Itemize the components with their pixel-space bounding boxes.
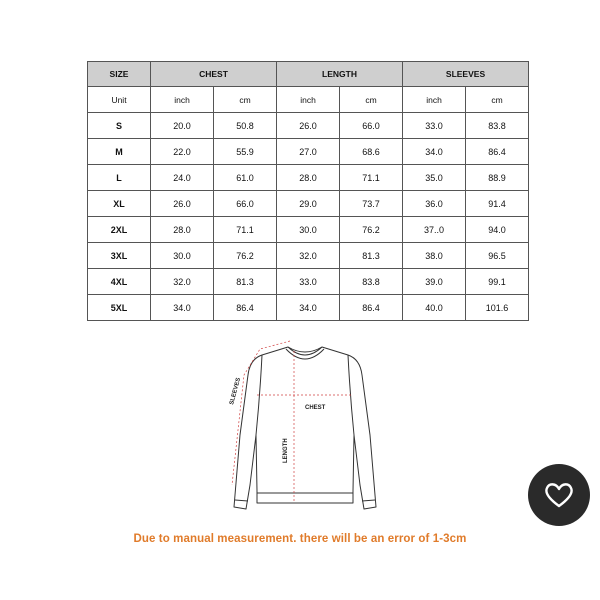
table-cell: 38.0 — [403, 243, 466, 269]
unit-cell: Unit — [88, 87, 151, 113]
table-cell: 86.4 — [340, 295, 403, 321]
measurement-note: Due to manual measurement. there will be an error of 1-3cm — [133, 533, 467, 545]
table-cell: 28.0 — [151, 217, 214, 243]
table-cell: 73.7 — [340, 191, 403, 217]
header-sleeves: SLEEVES — [403, 62, 529, 87]
table-cell: 39.0 — [403, 269, 466, 295]
table-cell: 83.8 — [466, 113, 529, 139]
table-row — [88, 191, 529, 217]
table-cell: 37..0 — [403, 217, 466, 243]
table-cell: 26.0 — [277, 113, 340, 139]
table-cell: 30.0 — [277, 217, 340, 243]
size-cell: XL — [88, 191, 151, 217]
table-cell: 96.5 — [466, 243, 529, 269]
table-cell: 33.0 — [403, 113, 466, 139]
table-cell: 94.0 — [466, 217, 529, 243]
header-length: LENGTH — [277, 62, 403, 87]
favorite-button[interactable] — [528, 464, 590, 526]
table-cell: 88.9 — [466, 165, 529, 191]
size-cell: M — [88, 139, 151, 165]
table-row — [88, 217, 529, 243]
header-size: SIZE — [88, 62, 151, 87]
size-cell: L — [88, 165, 151, 191]
unit-cell: inch — [151, 87, 214, 113]
table-cell: 26.0 — [151, 191, 214, 217]
size-chart-table — [87, 61, 529, 321]
unit-cell: cm — [466, 87, 529, 113]
length-label: LENGTH — [283, 438, 289, 463]
table-header-row — [88, 62, 529, 87]
table-cell: 83.8 — [340, 269, 403, 295]
table-cell: 34.0 — [277, 295, 340, 321]
table-cell: 30.0 — [151, 243, 214, 269]
table-cell: 20.0 — [151, 113, 214, 139]
table-cell: 66.0 — [340, 113, 403, 139]
sweatshirt-diagram — [220, 335, 390, 525]
table-cell: 50.8 — [214, 113, 277, 139]
table-cell: 71.1 — [340, 165, 403, 191]
table-row — [88, 295, 529, 321]
chest-label: CHEST — [305, 405, 326, 411]
table-cell: 34.0 — [151, 295, 214, 321]
table-row — [88, 165, 529, 191]
table-cell: 61.0 — [214, 165, 277, 191]
table-cell: 81.3 — [340, 243, 403, 269]
unit-cell: inch — [403, 87, 466, 113]
table-cell: 32.0 — [151, 269, 214, 295]
unit-cell: cm — [214, 87, 277, 113]
unit-cell: inch — [277, 87, 340, 113]
table-cell: 29.0 — [277, 191, 340, 217]
table-cell: 86.4 — [214, 295, 277, 321]
table-cell: 22.0 — [151, 139, 214, 165]
table-cell: 24.0 — [151, 165, 214, 191]
table-cell: 34.0 — [403, 139, 466, 165]
sleeves-label: SLEEVES — [229, 377, 243, 406]
table-cell: 76.2 — [340, 217, 403, 243]
size-cell: 5XL — [88, 295, 151, 321]
size-cell: S — [88, 113, 151, 139]
table-cell: 76.2 — [214, 243, 277, 269]
table-cell: 71.1 — [214, 217, 277, 243]
table-cell: 32.0 — [277, 243, 340, 269]
table-cell: 68.6 — [340, 139, 403, 165]
table-cell: 36.0 — [403, 191, 466, 217]
table-cell: 40.0 — [403, 295, 466, 321]
size-cell: 3XL — [88, 243, 151, 269]
header-chest: CHEST — [151, 62, 277, 87]
table-cell: 101.6 — [466, 295, 529, 321]
size-cell: 4XL — [88, 269, 151, 295]
table-cell: 55.9 — [214, 139, 277, 165]
table-cell: 35.0 — [403, 165, 466, 191]
table-row — [88, 113, 529, 139]
table-cell: 99.1 — [466, 269, 529, 295]
unit-row — [88, 87, 529, 113]
heart-outline-icon — [544, 481, 574, 509]
table-row — [88, 269, 529, 295]
table-cell: 28.0 — [277, 165, 340, 191]
unit-cell: cm — [340, 87, 403, 113]
table-row — [88, 139, 529, 165]
table-cell: 91.4 — [466, 191, 529, 217]
table-cell: 81.3 — [214, 269, 277, 295]
table-cell: 86.4 — [466, 139, 529, 165]
table-row — [88, 243, 529, 269]
table-cell: 27.0 — [277, 139, 340, 165]
table-cell: 66.0 — [214, 191, 277, 217]
table-cell: 33.0 — [277, 269, 340, 295]
size-cell: 2XL — [88, 217, 151, 243]
